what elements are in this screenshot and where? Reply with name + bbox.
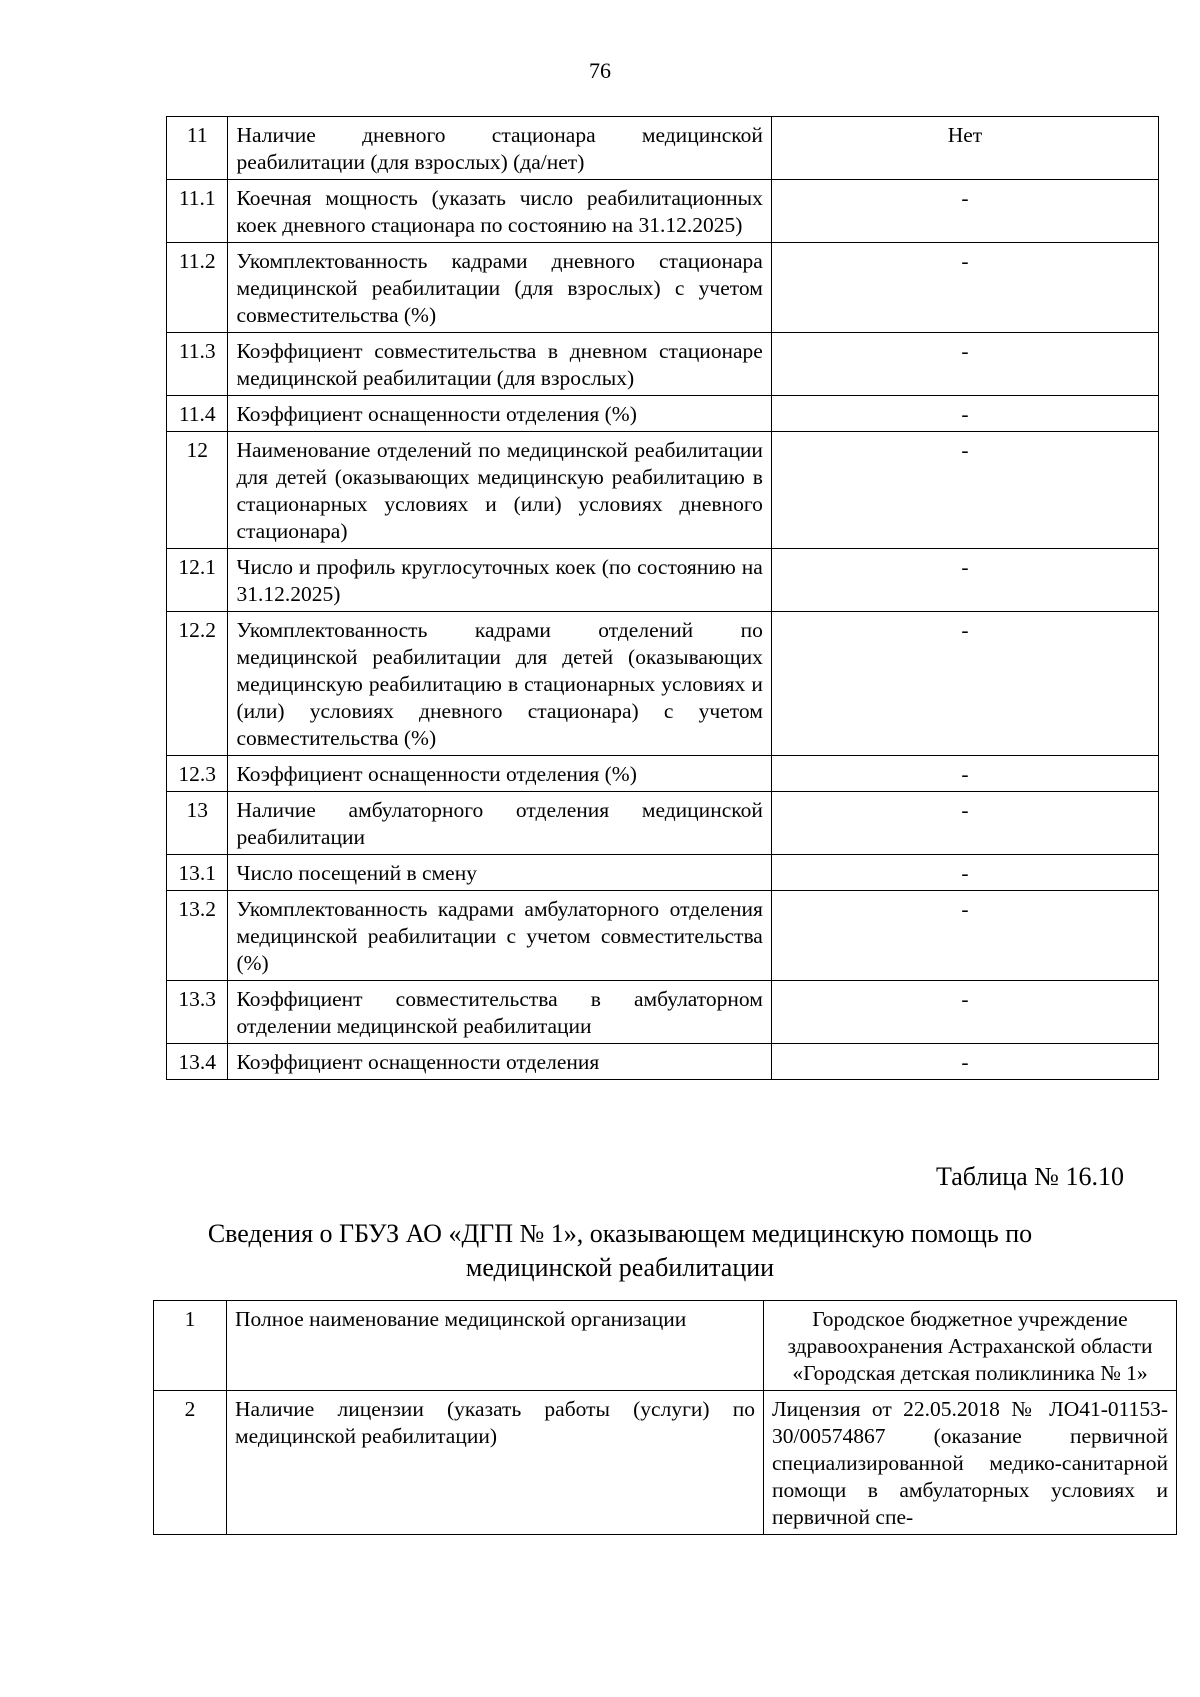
table-row xyxy=(167,117,1159,180)
table-row xyxy=(167,432,1159,549)
row-name-cell: Наличие амбулаторного отделения медицинской реабилитации xyxy=(228,792,771,855)
row-name-cell: Наличие лицензии (указать работы (услуги) по медицинской реабилитации) xyxy=(227,1391,764,1535)
row-name-cell: Коэффициент оснащенности отделения (%) xyxy=(228,396,771,432)
row-value-cell: Нет xyxy=(771,117,1158,180)
row-value-cell: - xyxy=(771,333,1158,396)
table-row xyxy=(167,855,1159,891)
row-name-cell: Укомплектованность кадрами отделений по медицинской реабилитации для детей (оказывающих медицинскую реабилитацию в стационарных условиях и (или) условиях дневного стационара) с учетом совместительства (%) xyxy=(228,612,771,756)
table-row xyxy=(167,612,1159,756)
row-value-cell: - xyxy=(771,549,1158,612)
row-number-cell: 13.4 xyxy=(167,1044,228,1080)
row-name-cell: Коэффициент совместительства в амбулаторном отделении медицинской реабилитации xyxy=(228,981,771,1044)
row-number-cell: 1 xyxy=(154,1301,227,1391)
row-value-cell: Городское бюджетное учреждение здравоохранения Астраханской области «Городская детская поликлиника № 1» xyxy=(764,1301,1177,1391)
row-number-cell: 12.3 xyxy=(167,756,228,792)
row-number-cell: 13 xyxy=(167,792,228,855)
row-value-cell: - xyxy=(771,396,1158,432)
row-number-cell: 13.3 xyxy=(167,981,228,1044)
row-value-cell: - xyxy=(771,855,1158,891)
row-name-cell: Коэффициент оснащенности отделения (%) xyxy=(228,756,771,792)
row-number-cell: 11.1 xyxy=(167,180,228,243)
row-number-cell: 11.4 xyxy=(167,396,228,432)
row-name-cell: Число и профиль круглосуточных коек (по состоянию на 31.12.2025) xyxy=(228,549,771,612)
page-number: 76 xyxy=(589,58,611,83)
table-row xyxy=(167,792,1159,855)
rehab-indicators-table xyxy=(166,116,1159,1080)
row-name-cell: Наименование отделений по медицинской реабилитации для детей (оказывающих медицинскую реабилитацию в стационарных условиях и (или) условиях дневного стационара) xyxy=(228,432,771,549)
row-name-cell: Наличие дневного стационара медицинской реабилитации (для взрослых) (да/нет) xyxy=(228,117,771,180)
table-row xyxy=(167,1044,1159,1080)
table-row xyxy=(167,396,1159,432)
table-row xyxy=(154,1301,1177,1391)
organization-info-table xyxy=(153,1300,1177,1535)
table-row xyxy=(167,180,1159,243)
table-row xyxy=(167,891,1159,981)
row-number-cell: 11.3 xyxy=(167,333,228,396)
table-row xyxy=(154,1391,1177,1535)
table-row xyxy=(167,756,1159,792)
row-number-cell: 12 xyxy=(167,432,228,549)
row-name-cell: Число посещений в смену xyxy=(228,855,771,891)
row-name-cell: Коэффициент оснащенности отделения xyxy=(228,1044,771,1080)
row-number-cell: 12.2 xyxy=(167,612,228,756)
row-number-cell: 13.1 xyxy=(167,855,228,891)
row-value-cell: - xyxy=(771,792,1158,855)
row-value-cell: - xyxy=(771,891,1158,981)
row-number-cell: 13.2 xyxy=(167,891,228,981)
table-row xyxy=(167,549,1159,612)
row-name-cell: Укомплектованность кадрами амбулаторного отделения медицинской реабилитации с учетом совместительства (%) xyxy=(228,891,771,981)
table-caption: Таблица № 16.10 xyxy=(935,1162,1124,1191)
row-value-cell: - xyxy=(771,756,1158,792)
row-name-cell: Укомплектованность кадрами дневного стационара медицинской реабилитации (для взрослых) с учетом совместительства (%) xyxy=(228,243,771,333)
row-number-cell: 12.1 xyxy=(167,549,228,612)
table-title: Сведения о ГБУЗ АО «ДГП № 1», оказывающем медицинскую помощь по медицинской реабилитации xyxy=(207,1219,1033,1282)
row-value-cell: - xyxy=(771,981,1158,1044)
row-name-cell: Коэффициент совместительства в дневном стационаре медицинской реабилитации (для взрослых) xyxy=(228,333,771,396)
row-value-cell: - xyxy=(771,1044,1158,1080)
table-row xyxy=(167,981,1159,1044)
row-value-cell: Лицензия от 22.05.2018 № ЛО41-01153-30/00574867 (оказание первичной специализированной медико-санитарной помощи в амбулаторных условиях и первичной спе- xyxy=(764,1391,1177,1535)
row-value-cell: - xyxy=(771,243,1158,333)
table-row xyxy=(167,243,1159,333)
row-name-cell: Коечная мощность (указать число реабилитационных коек дневного стационара по состоянию на 31.12.2025) xyxy=(228,180,771,243)
row-number-cell: 11.2 xyxy=(167,243,228,333)
row-value-cell: - xyxy=(771,612,1158,756)
row-value-cell: - xyxy=(771,432,1158,549)
table-row xyxy=(167,333,1159,396)
row-value-cell: - xyxy=(771,180,1158,243)
row-name-cell: Полное наименование медицинской организации xyxy=(227,1301,764,1391)
row-number-cell: 11 xyxy=(167,117,228,180)
row-number-cell: 2 xyxy=(154,1391,227,1535)
